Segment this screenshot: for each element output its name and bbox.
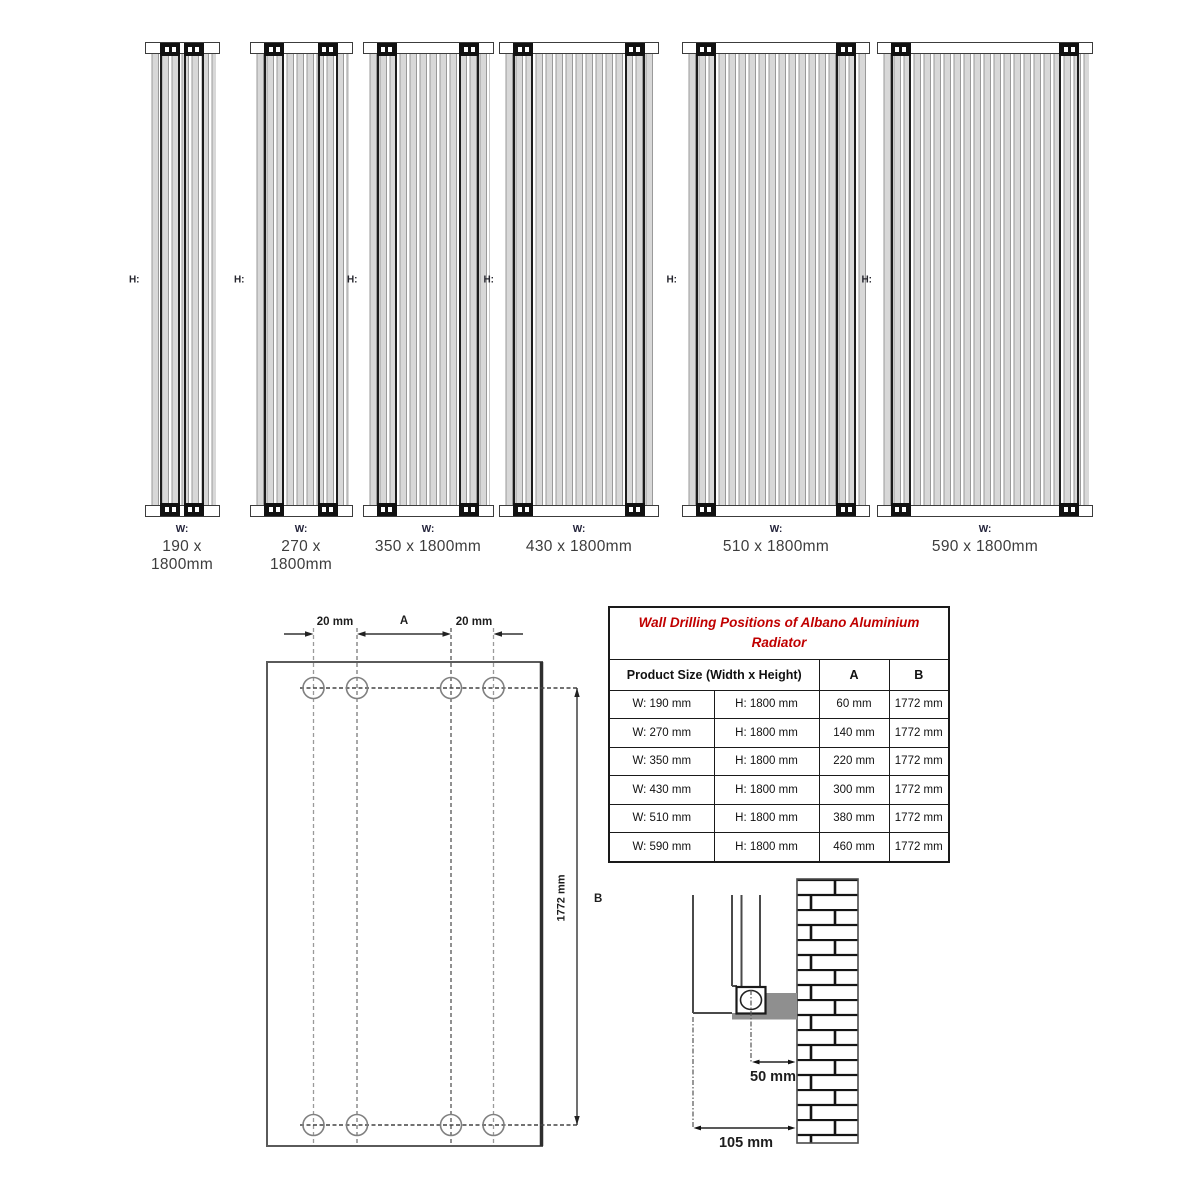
radiator-fins (881, 54, 1089, 505)
table-cell: 1772 mm (889, 690, 949, 719)
radiator-diagram (346, 42, 494, 556)
table-cell: 460 mm (819, 833, 889, 862)
radiator-drawing (128, 42, 220, 517)
radiator-diagram (233, 42, 353, 574)
radiator-diagram (128, 42, 220, 574)
brick-wall (797, 879, 858, 1143)
wall-bracket (459, 503, 479, 516)
col-header-b: B (889, 659, 949, 690)
wall-bracket (318, 43, 338, 56)
drilling-positions-table (608, 606, 950, 863)
bracket-rail (1077, 54, 1079, 505)
bracket-rail (395, 54, 397, 505)
bracket-rail (377, 54, 379, 505)
table-row (609, 804, 949, 833)
table-row (609, 719, 949, 748)
bracket-rail (891, 54, 893, 505)
wall-bracket (696, 43, 716, 56)
wall-bracket (160, 503, 180, 516)
table-cell: W: 350 mm (609, 747, 714, 776)
bracket-rail (909, 54, 911, 505)
table-title: Wall Drilling Positions of Albano Aluminium Radiator (609, 607, 949, 659)
radiator-width-label: W: (421, 524, 435, 535)
radiator-fins (254, 54, 349, 505)
bracket-arm (765, 993, 797, 1013)
table-cell: 380 mm (819, 804, 889, 833)
bracket-rail (696, 54, 698, 505)
bracket-rail (836, 54, 838, 505)
table-cell: 220 mm (819, 747, 889, 776)
radiator-height-label: H: (483, 274, 494, 285)
bracket-rail (160, 54, 162, 505)
wall-bracket (459, 43, 479, 56)
radiator-fins (367, 54, 490, 505)
bracket-rail (178, 54, 180, 505)
table-cell: H: 1800 mm (714, 833, 819, 862)
radiator-fins (503, 54, 655, 505)
radiator-width-label: W: (978, 524, 992, 535)
wall-bracket (377, 43, 397, 56)
bracket-rail (714, 54, 716, 505)
radiator-size-label: 270 x 1800mm (269, 538, 333, 573)
bracket-rail (459, 54, 461, 505)
radiator-height-label: H: (346, 274, 358, 285)
bracket-rail (854, 54, 856, 505)
drilling-position-diagram (240, 598, 632, 1168)
table-cell: H: 1800 mm (714, 804, 819, 833)
radiator-size-label: 590 x 1800mm (931, 538, 1039, 555)
table-row (609, 690, 949, 719)
dim-right-label: 20 mm (455, 616, 493, 628)
table-cell: 1772 mm (889, 719, 949, 748)
wall-bracket (1059, 43, 1079, 56)
wall-bracket (377, 503, 397, 516)
table-cell: W: 590 mm (609, 833, 714, 862)
table-cell: 60 mm (819, 690, 889, 719)
radiator-size-label: 350 x 1800mm (374, 538, 482, 555)
table-row (609, 776, 949, 805)
table-cell: 1772 mm (889, 833, 949, 862)
wall-bracket (184, 503, 204, 516)
dim-left-label: 20 mm (316, 616, 354, 628)
bracket-rail (184, 54, 186, 505)
table-cell: 1772 mm (889, 804, 949, 833)
dim-50-label: 50 mm (750, 1069, 796, 1085)
bracket-rail (643, 54, 645, 505)
table-row (609, 833, 949, 862)
bracket-rail (477, 54, 479, 505)
wall-bracket (318, 503, 338, 516)
bracket-rail (336, 54, 338, 505)
radiator-fins (149, 54, 216, 505)
radiator-drawing (483, 42, 659, 517)
wall-bracket (264, 503, 284, 516)
radiator-size-label: 190 x 1800mm (150, 538, 214, 573)
radiator-width-label: W: (572, 524, 586, 535)
col-header-a: A (819, 659, 889, 690)
radiator-drawing (233, 42, 353, 517)
drill-holes (303, 678, 504, 1136)
radiator-diagram (861, 42, 1093, 556)
wall-bracket (696, 503, 716, 516)
radiator-width-label: W: (769, 524, 783, 535)
radiator-bottom-cap (145, 505, 220, 517)
radiator-width-label: W: (294, 524, 308, 535)
wall-bracket (625, 503, 645, 516)
wall-bracket (891, 43, 911, 56)
table-cell: W: 270 mm (609, 719, 714, 748)
bracket-rail (318, 54, 320, 505)
radiator-diagram (483, 42, 659, 556)
hole-center-lines (314, 628, 494, 1146)
dim-height-label: 1772 mm (555, 874, 568, 922)
table-cell: 140 mm (819, 719, 889, 748)
dim-b-label: B (594, 893, 603, 905)
table-cell: W: 510 mm (609, 804, 714, 833)
table-cell: H: 1800 mm (714, 690, 819, 719)
radiator-size-label: 430 x 1800mm (525, 538, 633, 555)
bracket-rail (282, 54, 284, 505)
wall-mounting-side-view (658, 870, 893, 1170)
bracket-rail (531, 54, 533, 505)
radiator-drawing (861, 42, 1093, 517)
radiator-height-label: H: (861, 274, 872, 285)
bracket-rail (202, 54, 204, 505)
radiator-drawing (666, 42, 870, 517)
radiator-size-label: 510 x 1800mm (722, 538, 830, 555)
table-cell: W: 430 mm (609, 776, 714, 805)
wall-bracket (160, 43, 180, 56)
radiator-height-label: H: (128, 274, 140, 285)
radiator-drawing (346, 42, 494, 517)
wall-bracket (1059, 503, 1079, 516)
table-cell: 300 mm (819, 776, 889, 805)
table-cell: W: 190 mm (609, 690, 714, 719)
radiator-height-label: H: (233, 274, 245, 285)
table-cell: H: 1800 mm (714, 776, 819, 805)
wall-bracket (891, 503, 911, 516)
table-cell: H: 1800 mm (714, 719, 819, 748)
wall-bracket (513, 43, 533, 56)
wall-bracket (264, 43, 284, 56)
table-cell: 1772 mm (889, 747, 949, 776)
wall-bracket (513, 503, 533, 516)
radiator-top-cap (145, 42, 220, 54)
dim-105-label: 105 mm (718, 1135, 774, 1151)
table-cell: H: 1800 mm (714, 747, 819, 776)
table-cell: 1772 mm (889, 776, 949, 805)
radiator-width-label: W: (175, 524, 189, 535)
wall-bracket (184, 43, 204, 56)
dim-a-label: A (399, 615, 409, 627)
bracket-rail (1059, 54, 1061, 505)
radiator-height-label: H: (666, 274, 677, 285)
table-row (609, 747, 949, 776)
wall-bracket (836, 43, 856, 56)
col-header-product-size: Product Size (Width x Height) (609, 659, 819, 690)
bracket-rail (513, 54, 515, 505)
radiator-fins (686, 54, 866, 505)
hole-row-lines (300, 688, 577, 1125)
wall-bracket (836, 503, 856, 516)
radiator-diagram (666, 42, 870, 556)
bracket-rail (625, 54, 627, 505)
radiator-outline (267, 662, 542, 1146)
wall-bracket (625, 43, 645, 56)
bracket-rail (264, 54, 266, 505)
